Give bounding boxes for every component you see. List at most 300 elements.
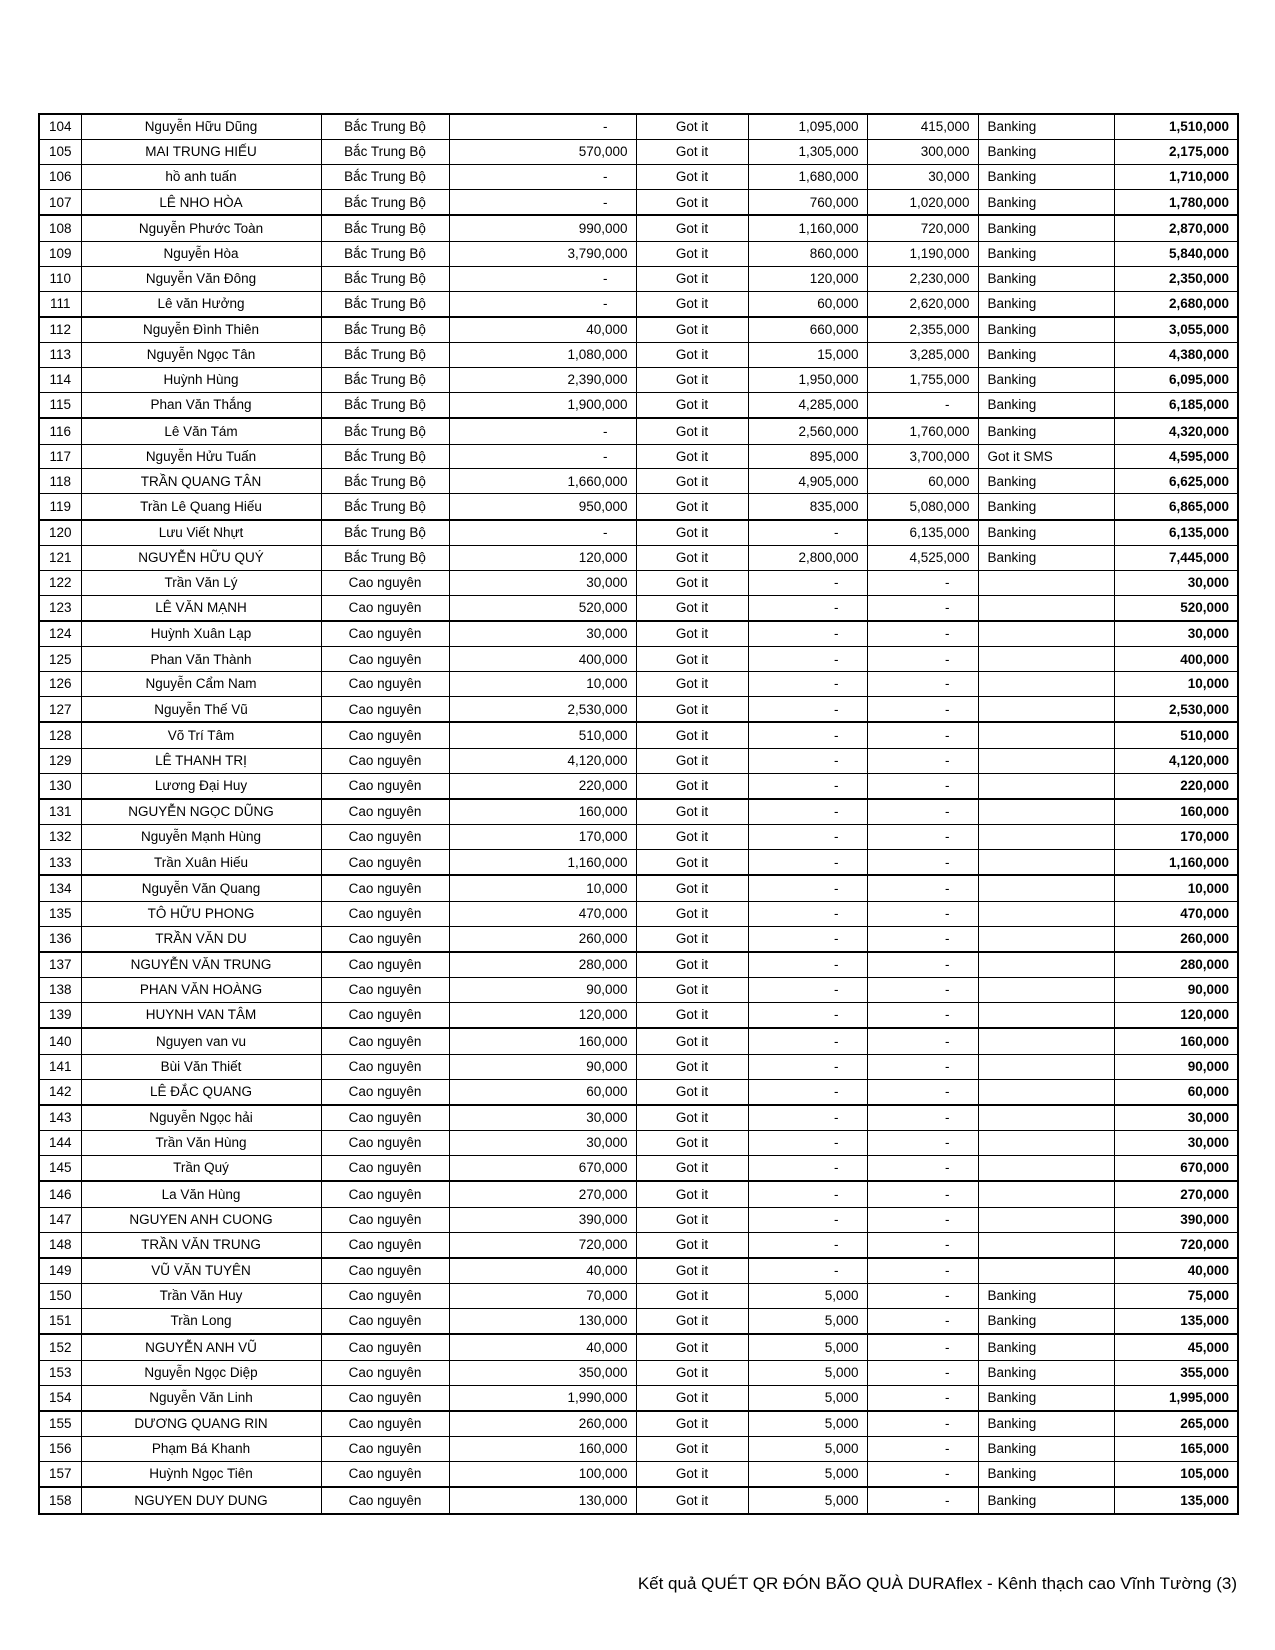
name-cell: NGUYỄN HỮU QUÝ [81, 545, 321, 570]
name-cell: Nguyễn Hữu Dũng [81, 114, 321, 140]
table-row [39, 722, 1238, 748]
amount1-cell: 400,000 [449, 647, 636, 672]
table-row [39, 647, 1238, 672]
table-row [39, 1054, 1238, 1079]
row-number-cell: 129 [39, 748, 81, 773]
channel-cell [978, 672, 1114, 697]
table-row [39, 215, 1238, 241]
amount2-cell: 5,000 [748, 1437, 867, 1462]
name-cell: Nguyễn Văn Quang [81, 875, 321, 901]
region-cell: Bắc Trung Bộ [321, 291, 449, 317]
region-cell: Cao nguyên [321, 697, 449, 723]
channel-cell [978, 1105, 1114, 1131]
total-cell: 355,000 [1114, 1360, 1238, 1385]
region-cell: Cao nguyên [321, 748, 449, 773]
amount2-cell: 1,680,000 [748, 165, 867, 190]
amount3-cell: 1,020,000 [867, 190, 978, 216]
region-cell: Cao nguyên [321, 1079, 449, 1105]
name-cell: Trần Long [81, 1309, 321, 1335]
amount1-cell: 2,530,000 [449, 697, 636, 723]
name-cell: LÊ THANH TRỊ [81, 748, 321, 773]
channel-cell: Banking [978, 1437, 1114, 1462]
name-cell: LÊ VĂN MẠNH [81, 595, 321, 621]
channel-cell: Banking [978, 418, 1114, 444]
amount3-cell: 720,000 [867, 215, 978, 241]
table-row [39, 621, 1238, 647]
amount1-cell: 30,000 [449, 570, 636, 595]
amount2-cell: 5,000 [748, 1385, 867, 1411]
total-cell: 670,000 [1114, 1156, 1238, 1182]
amount1-cell: 120,000 [449, 1003, 636, 1029]
row-number-cell: 104 [39, 114, 81, 140]
table-row [39, 901, 1238, 926]
amount2-cell: - [748, 520, 867, 546]
region-cell: Cao nguyên [321, 1105, 449, 1131]
row-number-cell: 154 [39, 1385, 81, 1411]
channel-cell [978, 1181, 1114, 1207]
status-cell: Got it [636, 1054, 748, 1079]
amount1-cell: - [449, 114, 636, 140]
name-cell: Trần Lê Quang Hiếu [81, 494, 321, 520]
amount1-cell: 1,900,000 [449, 392, 636, 418]
amount2-cell: - [748, 850, 867, 876]
status-cell: Got it [636, 875, 748, 901]
name-cell: MAI TRUNG HIẾU [81, 140, 321, 165]
total-cell: 4,595,000 [1114, 444, 1238, 469]
amount1-cell: 350,000 [449, 1360, 636, 1385]
status-cell: Got it [636, 1003, 748, 1029]
total-cell: 90,000 [1114, 978, 1238, 1003]
channel-cell [978, 952, 1114, 978]
amount2-cell: 4,905,000 [748, 469, 867, 494]
row-number-cell: 147 [39, 1207, 81, 1232]
row-number-cell: 120 [39, 520, 81, 546]
total-cell: 4,120,000 [1114, 748, 1238, 773]
status-cell: Got it [636, 647, 748, 672]
total-cell: 170,000 [1114, 825, 1238, 850]
channel-cell [978, 595, 1114, 621]
total-cell: 510,000 [1114, 722, 1238, 748]
amount1-cell: 570,000 [449, 140, 636, 165]
region-cell: Cao nguyên [321, 1054, 449, 1079]
status-cell: Got it [636, 444, 748, 469]
total-cell: 3,055,000 [1114, 317, 1238, 343]
row-number-cell: 127 [39, 697, 81, 723]
amount2-cell: 835,000 [748, 494, 867, 520]
region-cell: Bắc Trung Bộ [321, 418, 449, 444]
amount3-cell: - [867, 1334, 978, 1360]
amount1-cell: 1,990,000 [449, 1385, 636, 1411]
table-row [39, 850, 1238, 876]
amount1-cell: 3,790,000 [449, 241, 636, 266]
row-number-cell: 111 [39, 291, 81, 317]
total-cell: 30,000 [1114, 1131, 1238, 1156]
total-cell: 10,000 [1114, 875, 1238, 901]
channel-cell: Banking [978, 494, 1114, 520]
status-cell: Got it [636, 825, 748, 850]
channel-cell [978, 926, 1114, 952]
status-cell: Got it [636, 1360, 748, 1385]
table-row [39, 494, 1238, 520]
region-cell: Cao nguyên [321, 1385, 449, 1411]
table-row [39, 291, 1238, 317]
name-cell: NGUYỄN VĂN TRUNG [81, 952, 321, 978]
name-cell: Võ Trí Tâm [81, 722, 321, 748]
row-number-cell: 157 [39, 1462, 81, 1488]
results-table-body [39, 114, 1238, 1514]
status-cell: Got it [636, 621, 748, 647]
amount2-cell: 5,000 [748, 1309, 867, 1335]
amount1-cell: 40,000 [449, 1258, 636, 1284]
region-cell: Cao nguyên [321, 621, 449, 647]
row-number-cell: 116 [39, 418, 81, 444]
name-cell: PHAN VĂN HOÀNG [81, 978, 321, 1003]
amount1-cell: 950,000 [449, 494, 636, 520]
table-row [39, 114, 1238, 140]
amount1-cell: 260,000 [449, 926, 636, 952]
table-row [39, 1105, 1238, 1131]
amount3-cell: - [867, 1105, 978, 1131]
row-number-cell: 131 [39, 799, 81, 825]
amount3-cell: - [867, 1156, 978, 1182]
status-cell: Got it [636, 1028, 748, 1054]
amount1-cell: 160,000 [449, 1028, 636, 1054]
amount3-cell: - [867, 1028, 978, 1054]
amount1-cell: 260,000 [449, 1411, 636, 1437]
status-cell: Got it [636, 1437, 748, 1462]
name-cell: Nguyễn Phước Toàn [81, 215, 321, 241]
channel-cell: Banking [978, 343, 1114, 368]
status-cell: Got it [636, 850, 748, 876]
row-number-cell: 153 [39, 1360, 81, 1385]
amount2-cell: - [748, 621, 867, 647]
amount3-cell: 30,000 [867, 165, 978, 190]
amount1-cell: 30,000 [449, 1105, 636, 1131]
amount3-cell: 415,000 [867, 114, 978, 140]
row-number-cell: 122 [39, 570, 81, 595]
amount2-cell: 60,000 [748, 291, 867, 317]
amount2-cell: - [748, 748, 867, 773]
table-row [39, 1028, 1238, 1054]
name-cell: Nguyễn Hòa [81, 241, 321, 266]
amount2-cell: - [748, 1181, 867, 1207]
amount1-cell: 90,000 [449, 978, 636, 1003]
status-cell: Got it [636, 190, 748, 216]
name-cell: Lê Văn Tám [81, 418, 321, 444]
total-cell: 30,000 [1114, 570, 1238, 595]
name-cell: Nguyen van vu [81, 1028, 321, 1054]
table-row [39, 1487, 1238, 1514]
amount3-cell: - [867, 748, 978, 773]
amount1-cell: - [449, 418, 636, 444]
table-row [39, 1181, 1238, 1207]
channel-cell [978, 1028, 1114, 1054]
total-cell: 2,870,000 [1114, 215, 1238, 241]
channel-cell [978, 901, 1114, 926]
region-cell: Bắc Trung Bộ [321, 520, 449, 546]
row-number-cell: 156 [39, 1437, 81, 1462]
row-number-cell: 135 [39, 901, 81, 926]
row-number-cell: 108 [39, 215, 81, 241]
amount2-cell: 120,000 [748, 266, 867, 291]
status-cell: Got it [636, 1385, 748, 1411]
row-number-cell: 126 [39, 672, 81, 697]
row-number-cell: 128 [39, 722, 81, 748]
row-number-cell: 125 [39, 647, 81, 672]
amount2-cell: 1,095,000 [748, 114, 867, 140]
results-table [38, 113, 1239, 1515]
status-cell: Got it [636, 1309, 748, 1335]
amount2-cell: 5,000 [748, 1487, 867, 1514]
status-cell: Got it [636, 952, 748, 978]
channel-cell: Banking [978, 1411, 1114, 1437]
table-row [39, 190, 1238, 216]
region-cell: Cao nguyên [321, 1156, 449, 1182]
amount3-cell: - [867, 1003, 978, 1029]
name-cell: Trần Xuân Hiếu [81, 850, 321, 876]
amount1-cell: 10,000 [449, 875, 636, 901]
amount3-cell: - [867, 875, 978, 901]
row-number-cell: 110 [39, 266, 81, 291]
region-cell: Cao nguyên [321, 1028, 449, 1054]
amount2-cell: 5,000 [748, 1462, 867, 1488]
region-cell: Bắc Trung Bộ [321, 215, 449, 241]
amount3-cell: - [867, 1232, 978, 1258]
amount3-cell: - [867, 1131, 978, 1156]
name-cell: Nguyễn Văn Linh [81, 1385, 321, 1411]
row-number-cell: 137 [39, 952, 81, 978]
channel-cell [978, 978, 1114, 1003]
total-cell: 720,000 [1114, 1232, 1238, 1258]
amount3-cell: 2,355,000 [867, 317, 978, 343]
table-row [39, 748, 1238, 773]
name-cell: Nguyễn Thế Vũ [81, 697, 321, 723]
channel-cell [978, 825, 1114, 850]
row-number-cell: 133 [39, 850, 81, 876]
region-cell: Cao nguyên [321, 595, 449, 621]
amount3-cell: - [867, 926, 978, 952]
amount3-cell: - [867, 392, 978, 418]
channel-cell [978, 1131, 1114, 1156]
status-cell: Got it [636, 773, 748, 799]
name-cell: Bùi Văn Thiết [81, 1054, 321, 1079]
region-cell: Bắc Trung Bộ [321, 368, 449, 393]
region-cell: Cao nguyên [321, 875, 449, 901]
name-cell: Nguyễn Hửu Tuấn [81, 444, 321, 469]
amount2-cell: - [748, 722, 867, 748]
amount2-cell: - [748, 825, 867, 850]
table-row [39, 317, 1238, 343]
amount2-cell: - [748, 1079, 867, 1105]
region-cell: Cao nguyên [321, 850, 449, 876]
region-cell: Cao nguyên [321, 773, 449, 799]
total-cell: 135,000 [1114, 1309, 1238, 1335]
total-cell: 2,175,000 [1114, 140, 1238, 165]
amount3-cell: - [867, 825, 978, 850]
amount3-cell: - [867, 1309, 978, 1335]
row-number-cell: 124 [39, 621, 81, 647]
amount1-cell: 130,000 [449, 1309, 636, 1335]
amount3-cell: 4,525,000 [867, 545, 978, 570]
amount2-cell: 760,000 [748, 190, 867, 216]
name-cell: Huỳnh Hùng [81, 368, 321, 393]
status-cell: Got it [636, 317, 748, 343]
status-cell: Got it [636, 1079, 748, 1105]
status-cell: Got it [636, 291, 748, 317]
region-cell: Bắc Trung Bộ [321, 494, 449, 520]
status-cell: Got it [636, 494, 748, 520]
table-row [39, 1334, 1238, 1360]
region-cell: Cao nguyên [321, 1258, 449, 1284]
amount2-cell: 1,160,000 [748, 215, 867, 241]
channel-cell: Banking [978, 1487, 1114, 1514]
amount1-cell: - [449, 190, 636, 216]
region-cell: Cao nguyên [321, 1003, 449, 1029]
name-cell: Huỳnh Ngọc Tiên [81, 1462, 321, 1488]
status-cell: Got it [636, 1258, 748, 1284]
amount2-cell: 2,560,000 [748, 418, 867, 444]
channel-cell: Banking [978, 1385, 1114, 1411]
channel-cell: Banking [978, 165, 1114, 190]
total-cell: 75,000 [1114, 1284, 1238, 1309]
channel-cell: Banking [978, 140, 1114, 165]
amount1-cell: 1,160,000 [449, 850, 636, 876]
total-cell: 105,000 [1114, 1462, 1238, 1488]
amount3-cell: 5,080,000 [867, 494, 978, 520]
amount1-cell: - [449, 520, 636, 546]
region-cell: Bắc Trung Bộ [321, 114, 449, 140]
channel-cell: Banking [978, 1284, 1114, 1309]
row-number-cell: 121 [39, 545, 81, 570]
channel-cell: Banking [978, 520, 1114, 546]
row-number-cell: 149 [39, 1258, 81, 1284]
total-cell: 160,000 [1114, 799, 1238, 825]
total-cell: 390,000 [1114, 1207, 1238, 1232]
total-cell: 2,350,000 [1114, 266, 1238, 291]
name-cell: Lương Đại Huy [81, 773, 321, 799]
status-cell: Got it [636, 926, 748, 952]
channel-cell [978, 1003, 1114, 1029]
region-cell: Cao nguyên [321, 1360, 449, 1385]
amount2-cell: - [748, 1105, 867, 1131]
table-row [39, 595, 1238, 621]
total-cell: 400,000 [1114, 647, 1238, 672]
row-number-cell: 112 [39, 317, 81, 343]
channel-cell [978, 647, 1114, 672]
table-row [39, 1385, 1238, 1411]
row-number-cell: 139 [39, 1003, 81, 1029]
total-cell: 1,510,000 [1114, 114, 1238, 140]
table-row [39, 343, 1238, 368]
amount2-cell: - [748, 952, 867, 978]
name-cell: Lưu Viết Nhựt [81, 520, 321, 546]
channel-cell [978, 799, 1114, 825]
amount3-cell: - [867, 1360, 978, 1385]
amount3-cell: - [867, 1207, 978, 1232]
amount3-cell: - [867, 1079, 978, 1105]
row-number-cell: 106 [39, 165, 81, 190]
region-cell: Cao nguyên [321, 1131, 449, 1156]
amount2-cell: - [748, 1028, 867, 1054]
amount2-cell: 2,800,000 [748, 545, 867, 570]
amount2-cell: - [748, 672, 867, 697]
total-cell: 30,000 [1114, 1105, 1238, 1131]
row-number-cell: 107 [39, 190, 81, 216]
amount3-cell: - [867, 621, 978, 647]
status-cell: Got it [636, 418, 748, 444]
status-cell: Got it [636, 672, 748, 697]
amount2-cell: - [748, 773, 867, 799]
row-number-cell: 140 [39, 1028, 81, 1054]
total-cell: 6,095,000 [1114, 368, 1238, 393]
amount1-cell: 160,000 [449, 799, 636, 825]
row-number-cell: 152 [39, 1334, 81, 1360]
status-cell: Got it [636, 368, 748, 393]
amount2-cell: 5,000 [748, 1360, 867, 1385]
amount1-cell: - [449, 444, 636, 469]
region-cell: Bắc Trung Bộ [321, 190, 449, 216]
channel-cell [978, 1207, 1114, 1232]
channel-cell: Banking [978, 1360, 1114, 1385]
amount3-cell: - [867, 799, 978, 825]
row-number-cell: 158 [39, 1487, 81, 1514]
name-cell: Phan Văn Thắng [81, 392, 321, 418]
row-number-cell: 130 [39, 773, 81, 799]
name-cell: Trần Văn Huy [81, 1284, 321, 1309]
amount3-cell: - [867, 1487, 978, 1514]
amount2-cell: 4,285,000 [748, 392, 867, 418]
status-cell: Got it [636, 140, 748, 165]
total-cell: 265,000 [1114, 1411, 1238, 1437]
region-cell: Cao nguyên [321, 1232, 449, 1258]
status-cell: Got it [636, 1131, 748, 1156]
total-cell: 120,000 [1114, 1003, 1238, 1029]
amount2-cell: 15,000 [748, 343, 867, 368]
name-cell: La Văn Hùng [81, 1181, 321, 1207]
amount3-cell: - [867, 1181, 978, 1207]
region-cell: Cao nguyên [321, 722, 449, 748]
status-cell: Got it [636, 901, 748, 926]
total-cell: 165,000 [1114, 1437, 1238, 1462]
channel-cell: Banking [978, 266, 1114, 291]
name-cell: TRẦN VĂN TRUNG [81, 1232, 321, 1258]
table-row [39, 418, 1238, 444]
row-number-cell: 138 [39, 978, 81, 1003]
channel-cell [978, 1156, 1114, 1182]
table-row [39, 1284, 1238, 1309]
region-cell: Cao nguyên [321, 1284, 449, 1309]
amount3-cell: - [867, 850, 978, 876]
row-number-cell: 151 [39, 1309, 81, 1335]
amount2-cell: - [748, 570, 867, 595]
region-cell: Bắc Trung Bộ [321, 241, 449, 266]
total-cell: 2,680,000 [1114, 291, 1238, 317]
table-row [39, 1207, 1238, 1232]
table-row [39, 825, 1238, 850]
amount1-cell: 60,000 [449, 1079, 636, 1105]
amount3-cell: - [867, 570, 978, 595]
name-cell: LÊ NHO HÒA [81, 190, 321, 216]
status-cell: Got it [636, 722, 748, 748]
region-cell: Cao nguyên [321, 901, 449, 926]
amount2-cell: - [748, 647, 867, 672]
amount3-cell: 3,700,000 [867, 444, 978, 469]
total-cell: 6,625,000 [1114, 469, 1238, 494]
status-cell: Got it [636, 1156, 748, 1182]
total-cell: 1,710,000 [1114, 165, 1238, 190]
status-cell: Got it [636, 978, 748, 1003]
amount1-cell: - [449, 291, 636, 317]
